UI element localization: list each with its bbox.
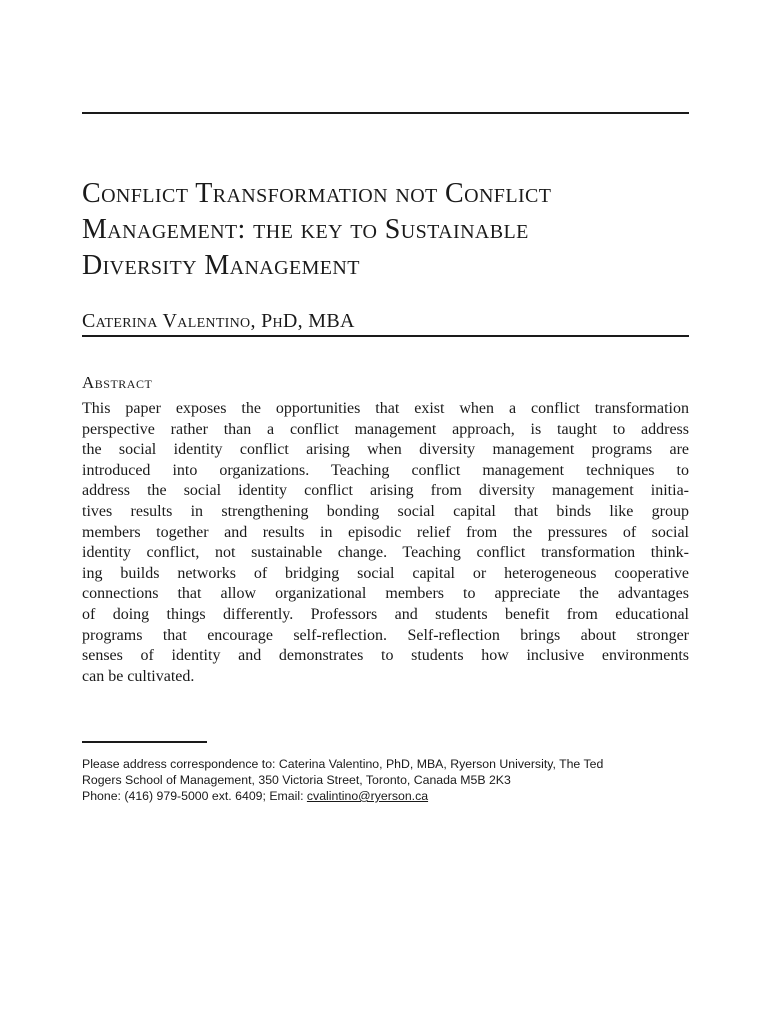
abstract-line: tives results in strengthening bonding social capital that binds like group [82, 502, 689, 520]
abstract-line: members together and results in episodic relief from the pressures of social [82, 523, 689, 541]
abstract-line: connections that allow organizational members to appreciate the advantages [82, 585, 689, 603]
abstract-line: perspective rather than a conflict management approach, is taught to address [82, 420, 689, 438]
abstract-line: ing builds networks of bridging social capital or heterogeneous cooperative [82, 564, 689, 582]
top-rule [82, 112, 689, 114]
abstract-line: introduced into organizations. Teaching conflict management techniques to [82, 461, 689, 479]
abstract-line: address the social identity conflict arising from diversity management initia- [82, 482, 689, 500]
author-name: Caterina Valentino, PhD, MBA [82, 310, 355, 332]
paper-page [82, 0, 689, 1024]
abstract-line: programs that encourage self-reflection. Self-reflection brings about stronger [82, 626, 689, 644]
title-line: Conflict Transformation not Conflict [82, 178, 552, 209]
abstract-line: identity conflict, not sustainable change. Teaching conflict transformation think- [82, 544, 689, 562]
email-link[interactable]: cvalintino@ryerson.ca [306, 789, 429, 803]
title-line: Management: the key to Sustainable [82, 214, 529, 245]
paper-title [82, 176, 689, 284]
title-line: Diversity Management [82, 250, 360, 281]
footnote-contact-text: Phone: (416) 979-5000 ext. 6409; Email: [82, 789, 307, 803]
footnote-line: Please address correspondence to: Caterina Valentino, PhD, MBA, Ryerson University, The Ted [82, 757, 604, 771]
abstract-heading: Abstract [82, 373, 153, 392]
footnote-line [82, 788, 689, 804]
abstract-line: This paper exposes the opportunities that exist when a conflict transformation [82, 400, 689, 417]
author-rule [82, 335, 689, 337]
abstract-line: of doing things differently. Professors and students benefit from educational [82, 605, 689, 623]
abstract-line: can be cultivated. [82, 667, 195, 685]
footnote-rule [82, 741, 207, 743]
abstract-line: senses of identity and demonstrates to students how inclusive environments [82, 647, 689, 665]
correspondence-footnote [82, 756, 689, 804]
abstract-body [82, 399, 689, 687]
abstract-line: the social identity conflict arising when diversity management programs are [82, 441, 689, 459]
footnote-line: Rogers School of Management, 350 Victoria Street, Toronto, Canada M5B 2K3 [82, 773, 511, 787]
